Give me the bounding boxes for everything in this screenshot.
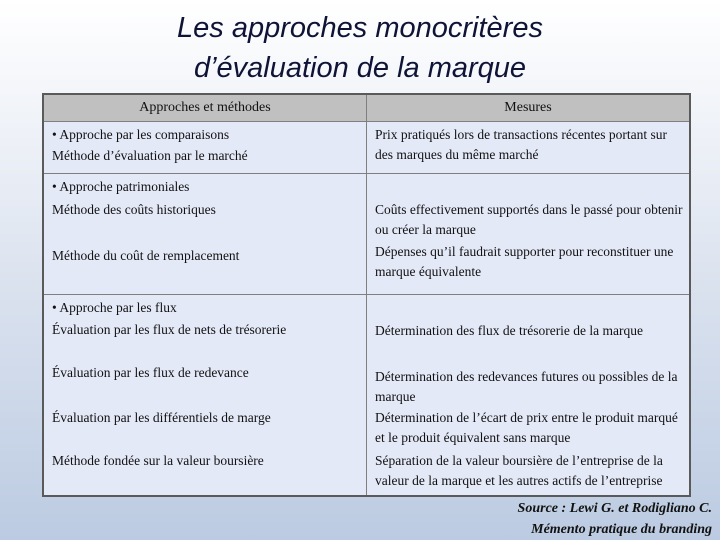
row3-measure-1: Détermination des flux de trésorerie de la marque (375, 323, 644, 338)
page-title (0, 8, 720, 88)
title-line-1: Les approches monocritères (177, 12, 543, 44)
row2-measure-2: Dépenses qu’il faudrait supporter pour reconstituer une marque équivalente (375, 244, 674, 279)
row3-method-4: Méthode fondée sur la valeur boursière (52, 453, 264, 468)
table-row (43, 174, 690, 295)
source-line-2: Mémento pratique du branding (531, 522, 712, 537)
row2-method-1: Méthode des coûts historiques (52, 202, 216, 217)
row1-right-cell (367, 122, 691, 174)
row3-measure-4: Séparation de la valeur boursière de l’entreprise de la valeur de la marque et les autres actifs de l’entreprise (375, 453, 663, 488)
row1-left-cell (43, 122, 367, 174)
table-header-row (43, 94, 690, 122)
header-measures: Mesures (367, 94, 691, 122)
row3-left-cell (43, 295, 367, 497)
row1-method: Méthode d’évaluation par le marché (52, 148, 248, 163)
approaches-table (42, 93, 691, 497)
source-citation (452, 498, 712, 540)
row2-left-cell (43, 174, 367, 295)
title-line-2: d’évaluation de la marque (193, 52, 527, 84)
row1-heading: • Approche par les comparaisons (52, 127, 230, 142)
row3-method-3: Évaluation par les différentiels de marge (52, 410, 271, 425)
row2-heading: • Approche patrimoniales (52, 179, 190, 194)
table-row (43, 122, 690, 174)
source-line-1: Source : Lewi G. et Rodigliano C. (517, 501, 712, 516)
row2-right-cell (367, 174, 691, 295)
row3-measure-3: Détermination de l’écart de prix entre le produit marqué et le produit équivalent sans marque (375, 410, 678, 445)
row3-method-1: Évaluation par les flux de nets de trésorerie (52, 322, 287, 337)
row3-method-2: Évaluation par les flux de redevance (52, 365, 249, 380)
row2-method-2: Méthode du coût de remplacement (52, 248, 240, 263)
row2-measure-1: Coûts effectivement supportés dans le passé pour obtenir ou créer la marque (375, 202, 683, 237)
table-row (43, 295, 690, 497)
row3-right-cell (367, 295, 691, 497)
row3-heading: • Approche par les flux (52, 300, 177, 315)
row1-measure: Prix pratiqués lors de transactions récentes portant sur des marques du même marché (375, 127, 668, 162)
header-approaches: Approches et méthodes (43, 94, 367, 122)
row3-measure-2: Détermination des redevances futures ou possibles de la marque (375, 369, 678, 404)
